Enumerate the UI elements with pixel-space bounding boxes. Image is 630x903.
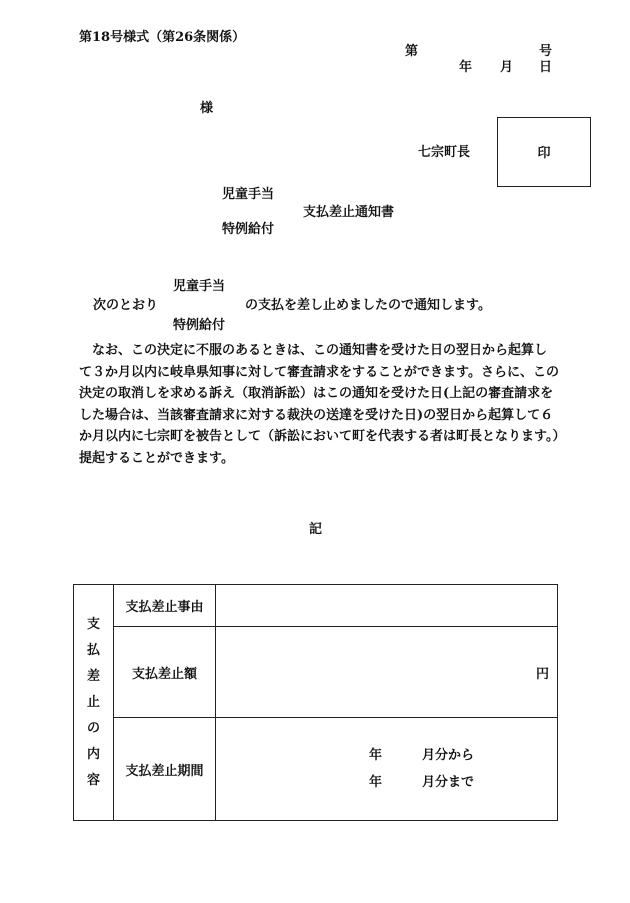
- appeal-rights-paragraph: なお、この決定に不服のあるときは、この通知書を受けた日の翌日から起算して３か月以内に岐阜県知事に対して審査請求をすることができます。さらに、この決定の取消しを求める訴え（取消訴訟）はこの通知を受けた日(上記の審査請求をした場合は、当該審査請求に対する裁決の送達を受けた日)の翌日から起算して６か月以内に七宗町を被告として（訴訟において町を代表する者は町長となります。）提起することができます。: [79, 343, 559, 466]
- side-label-char: 内: [86, 747, 100, 762]
- side-label-char: 容: [86, 773, 100, 788]
- side-label-cell: [74, 585, 114, 821]
- date-day-label: 日: [539, 60, 553, 75]
- document-number-prefix: 第: [405, 44, 419, 59]
- form-number-header: 第18号様式（第26条関係）: [79, 30, 246, 45]
- side-label-char: 止: [86, 695, 100, 710]
- notice-lead-text: 次のとおり: [93, 298, 159, 313]
- period-to-year: 年: [369, 775, 383, 790]
- seal-box: [497, 117, 591, 187]
- yen-unit: 円: [535, 666, 549, 682]
- seal-label: 印: [537, 146, 551, 161]
- period-label: 支払差止期間: [114, 718, 216, 821]
- issuer-name: 七宗町長: [418, 145, 471, 160]
- amount-label: 支払差止額: [114, 627, 216, 718]
- side-label-char: の: [86, 721, 100, 736]
- period-value: [216, 718, 558, 821]
- table-row-reason: [74, 585, 558, 627]
- side-label-char: 支: [86, 617, 100, 632]
- document-title: 支払差止通知書: [303, 205, 395, 220]
- period-from-month: 月分から: [422, 748, 475, 763]
- notice-option-child-allowance: 児童手当: [173, 279, 226, 294]
- reason-value: [216, 585, 558, 627]
- notice-option-special-benefit: 特例給付: [173, 318, 226, 333]
- recipient-honorific: 様: [200, 101, 214, 116]
- period-to-month: 月分まで: [422, 775, 475, 790]
- title-option-child-allowance: 児童手当: [222, 187, 275, 202]
- date-year-label: 年: [459, 60, 473, 75]
- period-from-year: 年: [369, 748, 383, 763]
- side-label-char: 払: [86, 643, 100, 658]
- amount-value: [216, 627, 558, 718]
- side-label-char: 差: [86, 669, 100, 684]
- date-month-label: 月: [500, 60, 514, 75]
- table-row-period: [74, 718, 558, 821]
- title-option-special-benefit: 特例給付: [222, 222, 275, 237]
- document-number-suffix: 号: [539, 44, 553, 59]
- reason-label: 支払差止事由: [114, 585, 216, 627]
- ki-heading: 記: [309, 522, 323, 537]
- table-row-amount: [74, 627, 558, 718]
- notice-tail-text: の支払を差し止めましたので通知します。: [245, 298, 491, 313]
- payment-suspension-details-table: [73, 584, 558, 821]
